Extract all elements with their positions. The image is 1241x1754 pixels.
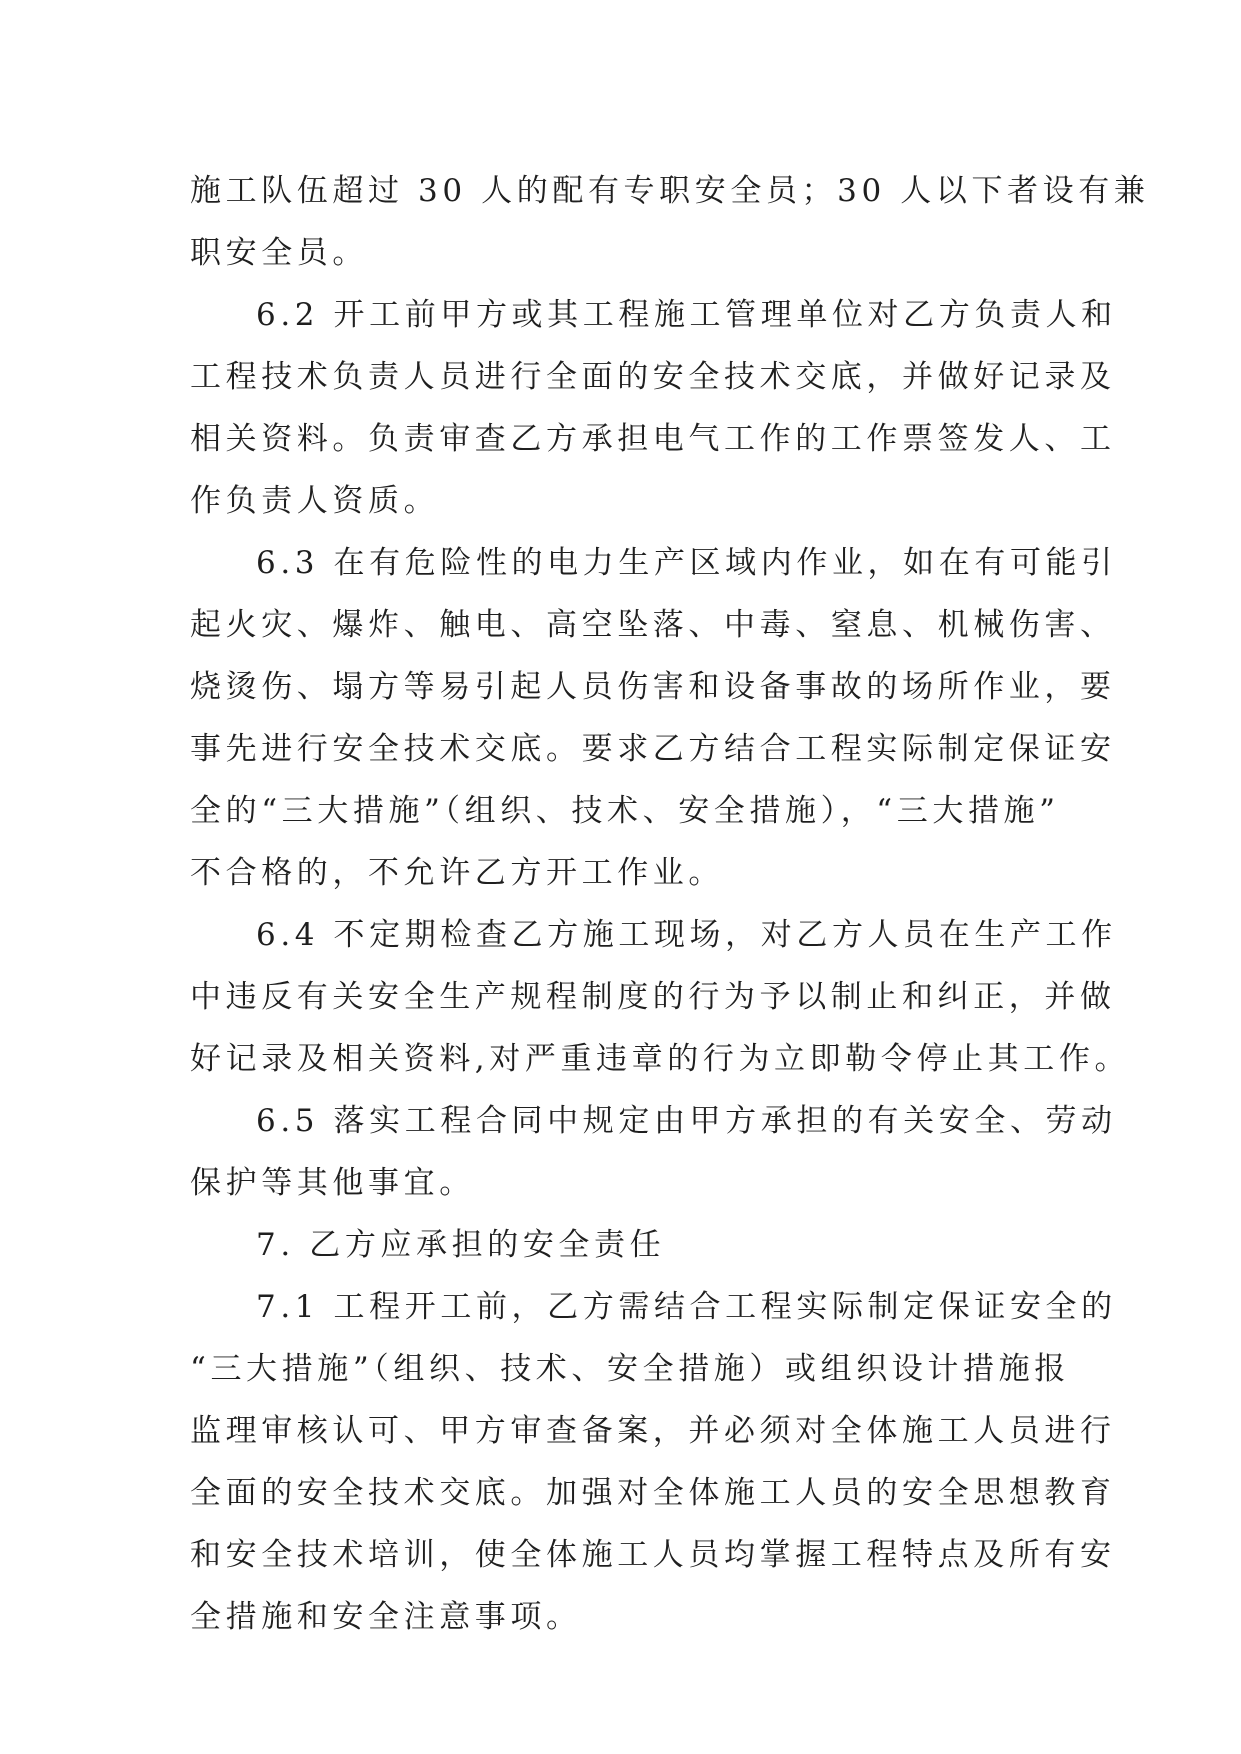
paragraph-line: 好记录及相关资料,对严重违章的行为立即勒令停止其工作。 — [190, 1041, 1131, 1077]
paragraph-line: 事先进行安全技术交底。要求乙方结合工程实际制定保证安 — [190, 731, 1116, 767]
clause-6-5-line: 6.5 落实工程合同中规定由甲方承担的有关安全、劳动 — [256, 1103, 1117, 1139]
clause-7-1-line: 7.1 工程开工前，乙方需结合工程实际制定保证安全的 — [256, 1289, 1117, 1325]
paragraph-line: 起火灾、爆炸、触电、高空坠落、中毒、窒息、机械伤害、 — [190, 607, 1116, 643]
clause-6-2-line: 6.2 开工前甲方或其工程施工管理单位对乙方负责人和 — [256, 297, 1117, 333]
paragraph-line: 作负责人资质。 — [190, 483, 440, 519]
paragraph-line: 不合格的，不允许乙方开工作业。 — [190, 855, 724, 891]
clause-6-4-line: 6.4 不定期检查乙方施工现场，对乙方人员在生产工作 — [256, 917, 1117, 953]
paragraph-line: 工程技术负责人员进行全面的安全技术交底，并做好记录及 — [190, 359, 1116, 395]
paragraph-line: “三大措施”（组织、技术、安全措施）或组织设计措施报 — [190, 1351, 1070, 1387]
paragraph-line: 监理审核认可、甲方审查备案，并必须对全体施工人员进行 — [190, 1413, 1116, 1449]
paragraph-line: 中违反有关安全生产规程制度的行为予以制止和纠正，并做 — [190, 979, 1116, 1015]
paragraph-line: 烧烫伤、塌方等易引起人员伤害和设备事故的场所作业，要 — [190, 669, 1116, 705]
document-body — [190, 160, 1150, 1648]
paragraph-line: 施工队伍超过 30 人的配有专职安全员；30 人以下者设有兼 — [190, 173, 1150, 209]
paragraph-line: 保护等其他事宜。 — [190, 1165, 475, 1201]
paragraph-line: 全措施和安全注意事项。 — [190, 1599, 582, 1635]
paragraph-line: 和安全技术培训，使全体施工人员均掌握工程特点及所有安 — [190, 1537, 1116, 1573]
section-7-heading: 7. 乙方应承担的安全责任 — [256, 1227, 666, 1263]
paragraph-line: 相关资料。负责审查乙方承担电气工作的工作票签发人、工 — [190, 421, 1116, 457]
clause-6-3-line: 6.3 在有危险性的电力生产区域内作业，如在有可能引 — [256, 545, 1117, 581]
paragraph-line: 职安全员。 — [190, 235, 368, 271]
paragraph-line: 全的“三大措施”（组织、技术、安全措施），“三大措施” — [190, 793, 1060, 829]
paragraph-line: 全面的安全技术交底。加强对全体施工人员的安全思想教育 — [190, 1475, 1116, 1511]
